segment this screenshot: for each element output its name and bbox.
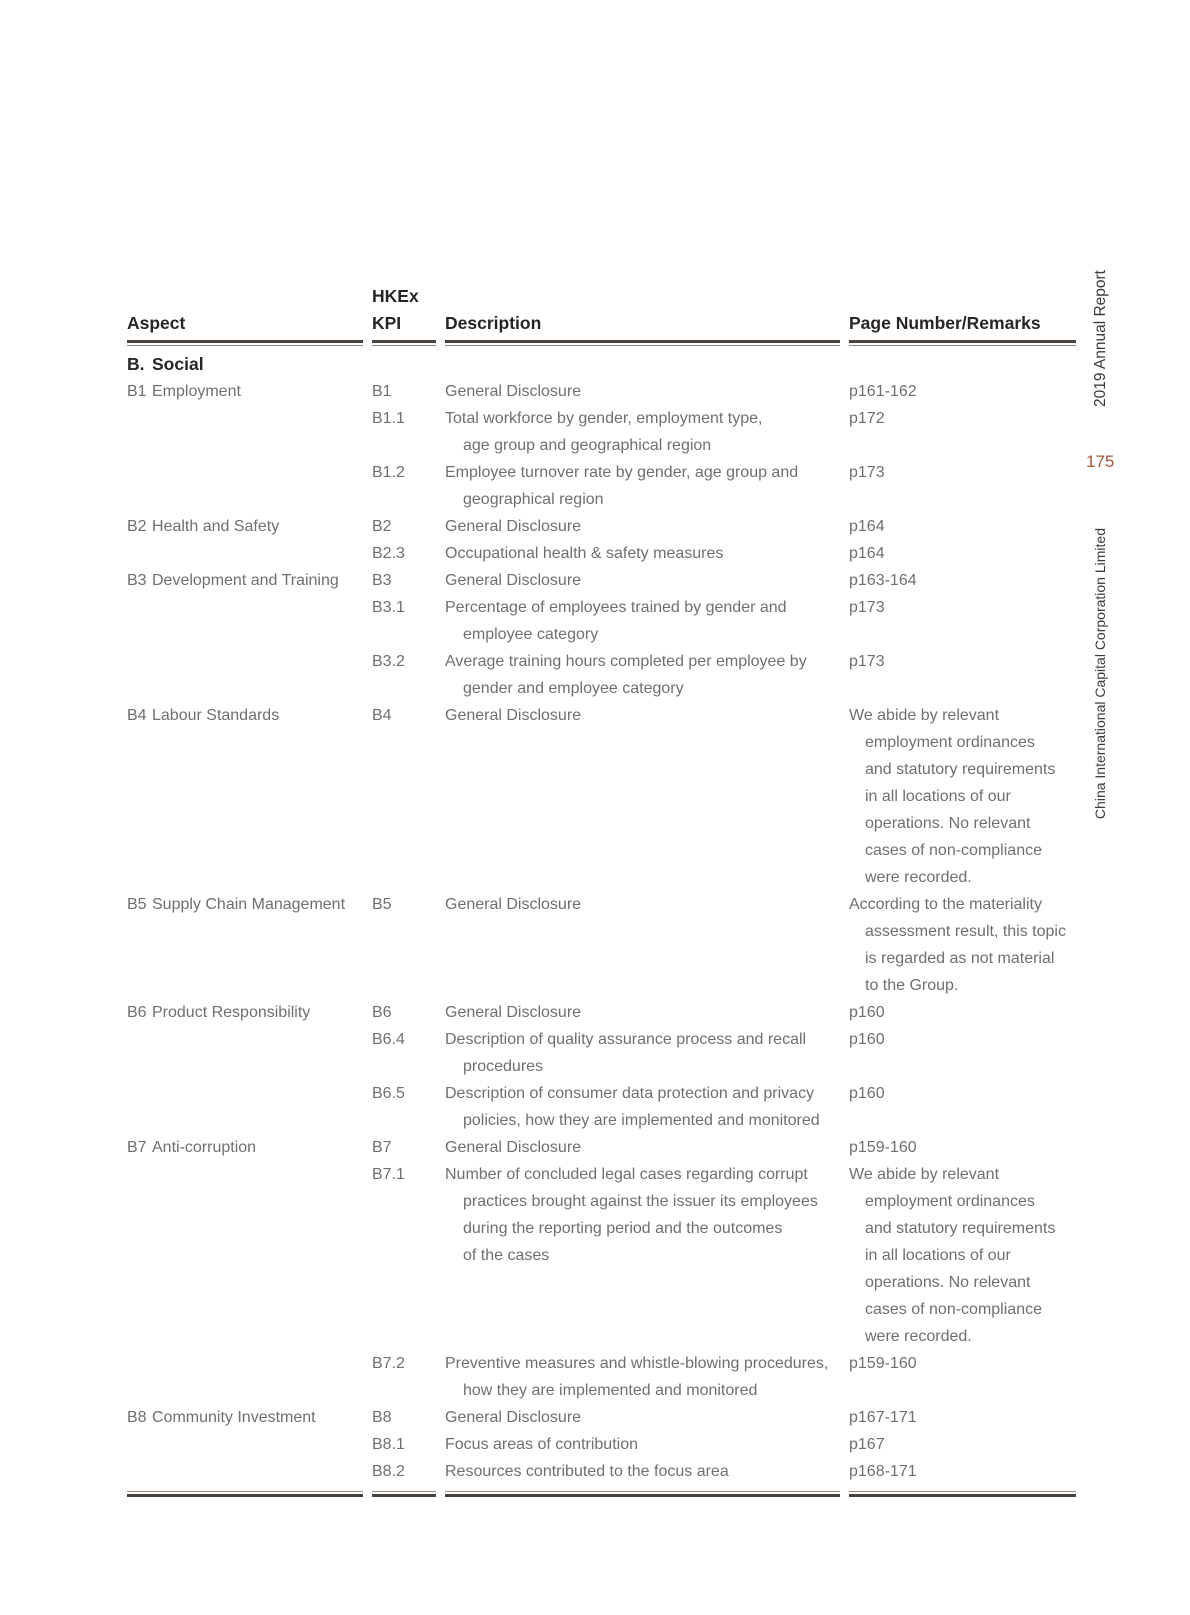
table-row [127, 702, 1076, 891]
description-cell [445, 999, 849, 1026]
aspect-cell [127, 1080, 372, 1134]
description-cell [445, 891, 849, 999]
aspect-cell [127, 648, 372, 702]
kpi-cell: B7.1 [372, 1166, 405, 1183]
description-line: Total workforce by gender, employment type, [445, 410, 763, 427]
table-body [127, 378, 1076, 1485]
aspect-label: Product Responsibility [152, 1004, 311, 1021]
description-line: General Disclosure [445, 572, 582, 589]
remarks-line: and statutory requirements [865, 1220, 1056, 1237]
description-line: gender and employee category [463, 680, 684, 697]
remarks-line: p173 [849, 464, 885, 481]
aspect-code: B1 [127, 383, 147, 400]
description-line: during the reporting period and the outcomes [463, 1220, 783, 1237]
description-line: employee category [463, 626, 599, 643]
remarks-line: p167-171 [849, 1409, 917, 1426]
spacer-cell [849, 283, 1076, 310]
remarks-line: operations. No relevant [865, 815, 1031, 832]
remarks-cell [849, 1458, 1076, 1485]
remarks-line: p159-160 [849, 1355, 917, 1372]
description-cell [445, 540, 849, 567]
remarks-line: p164 [849, 518, 885, 535]
remarks-cell [849, 567, 1076, 594]
description-line: how they are implemented and monitored [463, 1382, 758, 1399]
remarks-line: p172 [849, 410, 885, 427]
aspect-code: B3 [127, 572, 147, 589]
remarks-cell [849, 1161, 1076, 1350]
header-rule [127, 340, 1076, 346]
kpi-cell: B8.2 [372, 1463, 405, 1480]
table-row [127, 1458, 1076, 1485]
aspect-label: Labour Standards [152, 707, 280, 724]
aspect-label: Development and Training [152, 572, 339, 589]
kpi-cell: B1.2 [372, 464, 405, 481]
description-cell [445, 513, 849, 540]
table-row [127, 999, 1076, 1026]
remarks-line: were recorded. [865, 869, 972, 886]
table-row [127, 567, 1076, 594]
aspect-code: B5 [127, 896, 147, 913]
description-line: geographical region [463, 491, 604, 508]
remarks-cell [849, 405, 1076, 459]
description-line: General Disclosure [445, 1409, 582, 1426]
remarks-line: employment ordinances [865, 1193, 1035, 1210]
section-label: Social [152, 354, 204, 374]
remarks-cell [849, 1404, 1076, 1431]
aspect-cell [127, 1134, 372, 1161]
aspect-code: B7 [127, 1139, 147, 1156]
remarks-line: and statutory requirements [865, 761, 1056, 778]
description-line: procedures [463, 1058, 544, 1075]
kpi-cell: B6.5 [372, 1085, 405, 1102]
remarks-line: in all locations of our [865, 788, 1011, 805]
description-cell [445, 594, 849, 648]
aspect-label: Employment [152, 383, 241, 400]
description-cell [445, 1026, 849, 1080]
kpi-cell: B3.1 [372, 599, 405, 616]
remarks-line: p167 [849, 1436, 885, 1453]
description-line: policies, how they are implemented and monitored [463, 1112, 820, 1129]
description-line: Preventive measures and whistle-blowing procedures, [445, 1355, 829, 1372]
remarks-cell [849, 513, 1076, 540]
description-cell [445, 1350, 849, 1404]
remarks-cell [849, 459, 1076, 513]
aspect-cell [127, 702, 372, 891]
description-cell [445, 459, 849, 513]
aspect-code: B8 [127, 1409, 147, 1426]
remarks-line: employment ordinances [865, 734, 1035, 751]
aspect-code: B6 [127, 1004, 147, 1021]
aspect-label: Community Investment [152, 1409, 316, 1426]
remarks-cell [849, 1350, 1076, 1404]
remarks-cell [849, 1080, 1076, 1134]
description-line: General Disclosure [445, 707, 582, 724]
table-row [127, 459, 1076, 513]
description-line: General Disclosure [445, 1004, 582, 1021]
table-row [127, 1350, 1076, 1404]
kpi-group-header: HKEx [372, 286, 419, 306]
description-cell [445, 702, 849, 891]
description-line: practices brought against the issuer its employees [463, 1193, 818, 1210]
remarks-line: p160 [849, 1031, 885, 1048]
remarks-cell [849, 999, 1076, 1026]
table-row [127, 1404, 1076, 1431]
column-header-page-remarks: Page Number/Remarks [849, 313, 1041, 333]
aspect-cell [127, 1458, 372, 1485]
table-row [127, 540, 1076, 567]
remarks-line: to the Group. [865, 977, 959, 994]
description-line: Average training hours completed per employee by [445, 653, 807, 670]
aspect-cell [127, 405, 372, 459]
kpi-cell: B8 [372, 1409, 392, 1426]
aspect-label: Supply Chain Management [152, 896, 346, 913]
kpi-cell: B2 [372, 518, 392, 535]
remarks-line: p164 [849, 545, 885, 562]
esg-kpi-index-table [127, 283, 1076, 1497]
description-cell [445, 378, 849, 405]
remarks-line: We abide by relevant [849, 1166, 1000, 1183]
remarks-line: p168-171 [849, 1463, 917, 1480]
description-line: General Disclosure [445, 518, 582, 535]
aspect-cell [127, 1350, 372, 1404]
description-cell [445, 1080, 849, 1134]
remarks-cell [849, 594, 1076, 648]
aspect-label: Anti-corruption [152, 1139, 257, 1156]
kpi-cell: B3 [372, 572, 392, 589]
table-row [127, 405, 1076, 459]
description-line: Occupational health & safety measures [445, 545, 724, 562]
aspect-code: B2 [127, 518, 147, 535]
aspect-cell [127, 1404, 372, 1431]
description-line: General Disclosure [445, 383, 582, 400]
remarks-line: assessment result, this topic [865, 923, 1066, 940]
remarks-cell [849, 1431, 1076, 1458]
remarks-line: p163-164 [849, 572, 917, 589]
kpi-cell: B1 [372, 383, 392, 400]
aspect-cell [127, 378, 372, 405]
description-line: General Disclosure [445, 896, 582, 913]
remarks-cell [849, 648, 1076, 702]
remarks-line: p159-160 [849, 1139, 917, 1156]
company-name-vertical: China International Capital Corporation Limited [1092, 528, 1108, 820]
kpi-cell: B1.1 [372, 410, 405, 427]
bottom-rule [127, 1491, 1076, 1497]
aspect-cell [127, 540, 372, 567]
aspect-cell [127, 999, 372, 1026]
kpi-cell: B8.1 [372, 1436, 405, 1453]
kpi-cell: B2.3 [372, 545, 405, 562]
description-line: of the cases [463, 1247, 550, 1264]
remarks-line: cases of non-compliance [865, 842, 1042, 859]
aspect-cell [127, 513, 372, 540]
description-cell [445, 1134, 849, 1161]
remarks-line: p173 [849, 599, 885, 616]
remarks-line: is regarded as not material [865, 950, 1055, 967]
table-row [127, 378, 1076, 405]
aspect-label: Health and Safety [152, 518, 280, 535]
remarks-line: were recorded. [865, 1328, 972, 1345]
section-title [127, 351, 372, 378]
table-row [127, 891, 1076, 999]
spacer-cell [445, 283, 849, 310]
kpi-cell: B7 [372, 1139, 392, 1156]
remarks-cell [849, 891, 1076, 999]
remarks-line: operations. No relevant [865, 1274, 1031, 1291]
remarks-line: in all locations of our [865, 1247, 1011, 1264]
remarks-line: p160 [849, 1085, 885, 1102]
aspect-cell [127, 1161, 372, 1350]
aspect-cell [127, 567, 372, 594]
kpi-cell: B6 [372, 1004, 392, 1021]
remarks-cell [849, 702, 1076, 891]
remarks-line: cases of non-compliance [865, 1301, 1042, 1318]
table-row [127, 648, 1076, 702]
table-row [127, 594, 1076, 648]
table-row [127, 1431, 1076, 1458]
aspect-cell [127, 891, 372, 999]
table-row [127, 1026, 1076, 1080]
description-line: Focus areas of contribution [445, 1436, 638, 1453]
description-line: age group and geographical region [463, 437, 712, 454]
kpi-cell: B6.4 [372, 1031, 405, 1048]
report-title-vertical: 2019 Annual Report [1092, 270, 1109, 408]
description-line: Description of consumer data protection and privacy [445, 1085, 815, 1102]
description-line: Percentage of employees trained by gender and [445, 599, 787, 616]
description-line: Resources contributed to the focus area [445, 1463, 729, 1480]
description-cell [445, 1431, 849, 1458]
spacer-cell [127, 283, 372, 310]
remarks-line: According to the materiality [849, 896, 1042, 913]
remarks-cell [849, 1026, 1076, 1080]
aspect-cell [127, 1431, 372, 1458]
description-line: Number of concluded legal cases regarding corrupt [445, 1166, 808, 1183]
kpi-cell: B7.2 [372, 1355, 405, 1372]
description-cell [445, 567, 849, 594]
table-row [127, 1080, 1076, 1134]
remarks-cell [849, 378, 1076, 405]
aspect-code: B4 [127, 707, 147, 724]
table-row [127, 1161, 1076, 1350]
description-cell [445, 405, 849, 459]
description-line: Employee turnover rate by gender, age group and [445, 464, 799, 481]
remarks-line: p173 [849, 653, 885, 670]
description-cell [445, 648, 849, 702]
aspect-cell [127, 1026, 372, 1080]
page-number: 175 [1086, 452, 1115, 471]
kpi-group-header-row [127, 283, 1076, 310]
description-line: General Disclosure [445, 1139, 582, 1156]
kpi-cell: B3.2 [372, 653, 405, 670]
section-row-social [127, 351, 1076, 378]
description-cell [445, 1161, 849, 1350]
column-header-kpi: KPI [372, 313, 402, 333]
remarks-line: p160 [849, 1004, 885, 1021]
column-header-row [127, 310, 1076, 337]
remarks-cell [849, 540, 1076, 567]
kpi-cell: B5 [372, 896, 392, 913]
description-cell [445, 1458, 849, 1485]
remarks-cell [849, 1134, 1076, 1161]
column-header-aspect: Aspect [127, 313, 186, 333]
aspect-cell [127, 594, 372, 648]
column-header-description: Description [445, 313, 542, 333]
description-cell [445, 1404, 849, 1431]
remarks-line: p161-162 [849, 383, 917, 400]
table-row [127, 1134, 1076, 1161]
section-code: B. [127, 354, 145, 374]
kpi-cell: B4 [372, 707, 392, 724]
aspect-cell [127, 459, 372, 513]
table-row [127, 513, 1076, 540]
description-line: Description of quality assurance process and recall [445, 1031, 807, 1048]
remarks-line: We abide by relevant [849, 707, 1000, 724]
